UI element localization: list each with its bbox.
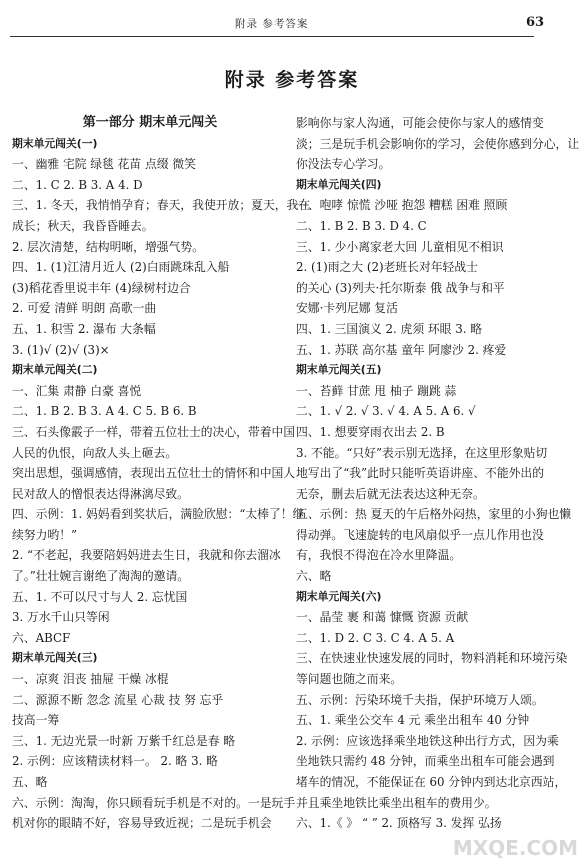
answer-line: 的关心 (3)列夫·托尔斯泰 俄 战争与和平	[296, 280, 505, 295]
answer-line: 续努力哟！”	[12, 527, 78, 542]
answer-line: 六、ABCF	[12, 630, 71, 645]
answer-line: 2. (1)雨之大 (2)老班长对年轻战士	[296, 260, 478, 275]
header-rule	[10, 36, 534, 37]
answer-line: 五、1. 苏联 高尔基 童年 阿廖沙 2. 疼爱	[296, 342, 507, 357]
page-title: 附录 参考答案	[224, 69, 360, 91]
answer-line: 3. (1)√ (2)√ (3)×	[12, 342, 110, 357]
answer-line: 地写出了“我”此时只能听英语讲座、不能外出的	[296, 466, 545, 481]
answer-line: 影响你与家人沟通，可能会使你与家人的感情变	[296, 116, 544, 130]
answer-line: 三、1. 少小离家老大回 儿童相见不相识	[296, 239, 504, 254]
answer-line: 五、1. 积雪 2. 瀑布 大条幅	[12, 321, 156, 336]
answer-line: 技高一筹	[12, 713, 60, 728]
answer-line: 2. 层次清楚，结构明晰，增强气势。	[12, 239, 204, 254]
answer-line: 等问题也随之而来。	[296, 672, 403, 687]
answer-line: 3. 不能。“只好”表示别无选择，在这里形象贴切	[296, 445, 548, 460]
answer-line: 你没法专心学习。	[296, 157, 391, 172]
answer-line: 一、咆哮 惊慌 沙哑 抱怨 糟糕 困难 照顾	[296, 198, 508, 213]
answer-line: 六、示例：淘淘，你只顾看玩手机是不对的。一是玩手	[12, 795, 296, 810]
running-header: 附录 参考答案	[235, 18, 309, 30]
answer-line: 四、1. 想要穿雨衣出去 2. B	[296, 424, 445, 439]
answer-line: 三、石头像霰子一样，带着五位壮士的决心，带着中国	[12, 424, 296, 439]
right-column	[296, 113, 580, 834]
answer-line: 2. 可爱 清鲜 明朗 高歌一曲	[12, 301, 157, 316]
section-heading: 期末单元闯关(四)	[296, 177, 382, 191]
answer-line: 了。”壮壮婉言谢绝了淘淘的邀请。	[12, 569, 190, 584]
answer-line: 人民的仇恨，向敌人头上砸去。	[12, 445, 178, 460]
answer-line: 二、1. √ 2. √ 3. √ 4. A 5. A 6. √	[296, 404, 476, 419]
answer-line: 六、1.《 》 “ ” 2. 顶格写 3. 发挥 弘扬	[296, 816, 502, 831]
answer-line: 2. 示例：应该选择乘坐地铁这种出行方式，因为乘	[296, 733, 559, 748]
answer-line: 四、1. 三国演义 2. 虎须 环眼 3. 略	[296, 321, 483, 336]
answer-line: 3. 万水千山只等闲	[12, 610, 110, 625]
answer-line: 五、示例：热 夏天的午后格外闷热，家里的小狗也懒	[296, 507, 572, 522]
answer-line: 一、幽雅 宅院 绿毯 花苗 点缀 微笑	[12, 157, 196, 172]
answer-line: 堵车的情况，不能保证在 60 分钟内到达北京西站，	[296, 775, 567, 789]
answer-line: 安娜·卡列尼娜 复活	[296, 301, 398, 316]
page-number: 63	[526, 15, 545, 30]
answer-line: 六、略	[296, 569, 332, 584]
answer-line: 2. 示例：应该精读材料一。 2. 略 3. 略	[12, 754, 218, 769]
answer-line: 二、1. D 2. C 3. C 4. A 5. A	[296, 630, 455, 645]
answer-line: 二、源源不断 忽念 流星 心裁 技 努 忘乎	[12, 692, 224, 707]
answer-line: 二、1. B 2. B 3. A 4. C 5. B 6. B	[12, 404, 197, 419]
answer-line: 一、苔藓 甘蔗 甩 柚子 蹦跳 蒜	[296, 383, 457, 398]
answer-line: 二、1. C 2. B 3. A 4. D	[12, 177, 143, 192]
answer-line: 成长；秋天，我昏昏睡去。	[12, 218, 154, 233]
page-header	[0, 0, 584, 40]
answer-line: 四、示例：1. 妈妈看到奖状后，满脸欣慰：“太棒了！继	[12, 507, 305, 522]
answer-line: 有，我恨不得泡在冷水里降温。	[296, 548, 462, 563]
answer-line: 2. “不老起，我要陪妈妈进去生日，我就和你去溜冰	[12, 548, 281, 563]
answer-line: 三、在快速业快速发展的同时，物料消耗和环境污染	[296, 651, 568, 666]
answer-line: 无奈，删去后就无法表达这种无奈。	[296, 486, 485, 501]
answer-line: 得动弹。飞速旋转的电风扇似乎一点儿作用也没	[296, 527, 544, 542]
left-column	[12, 113, 311, 834]
part-heading: 第一部分 期末单元闯关	[82, 115, 218, 130]
section-heading: 期末单元闯关(二)	[12, 363, 98, 377]
answer-line: (3)稻花香里说丰年 (4)绿树村边合	[12, 280, 191, 295]
section-heading: 期末单元闯关(六)	[296, 589, 382, 603]
answer-line: 三、1. 无边光景一时新 万紫千红总是春 略	[12, 733, 236, 748]
answer-line: 淡；三是玩手机会影响你的学习，会使你感到分心，让	[296, 136, 580, 151]
answer-line: 并且乘坐地铁比乘坐出租车的费用少。	[296, 795, 497, 810]
answer-line: 一、凉爽 泪丧 抽屉 干燥 冰棍	[12, 672, 169, 687]
answer-line: 五、略	[12, 775, 48, 789]
answer-line: 机对你的眼睛不好，容易导致近视；二是玩手机会	[12, 816, 272, 831]
answer-line: 三、1. 冬天，我悄悄孕育；春天，我使开放；夏天，我在	[12, 198, 311, 213]
answer-line: 一、晶莹 裹 和蔼 慷慨 资源 贡献	[296, 610, 469, 625]
answer-line: 突出思想，强调感情，表现出五位壮士的情怀和中国人	[12, 466, 296, 481]
section-heading: 期末单元闯关(一)	[12, 136, 98, 150]
section-heading: 期末单元闯关(三)	[12, 651, 98, 665]
answer-line: 五、1. 不可以尺寸与人 2. 忘忧国	[12, 589, 188, 604]
watermark-logo: MXQE.COM	[452, 836, 578, 860]
answer-line: 五、1. 乘坐公交车 4 元 乘坐出租车 40 分钟	[296, 713, 530, 728]
answer-line: 一、汇集 肃静 白豪 喜悦	[12, 383, 142, 398]
answer-line: 民对敌人的憎恨表达得淋漓尽致。	[12, 486, 189, 501]
section-heading: 期末单元闯关(五)	[296, 363, 382, 377]
answer-line: 坐地铁只需约 48 分钟，而乘坐出租车可能会遇到	[296, 754, 555, 769]
answer-line: 二、1. B 2. B 3. D 4. C	[296, 218, 427, 233]
answer-line: 四、1. (1)江清月近人 (2)白雨跳珠乱入船	[12, 260, 230, 275]
answer-line: 五、示例：污染环境千夫指，保护环境万人颂。	[296, 692, 544, 707]
